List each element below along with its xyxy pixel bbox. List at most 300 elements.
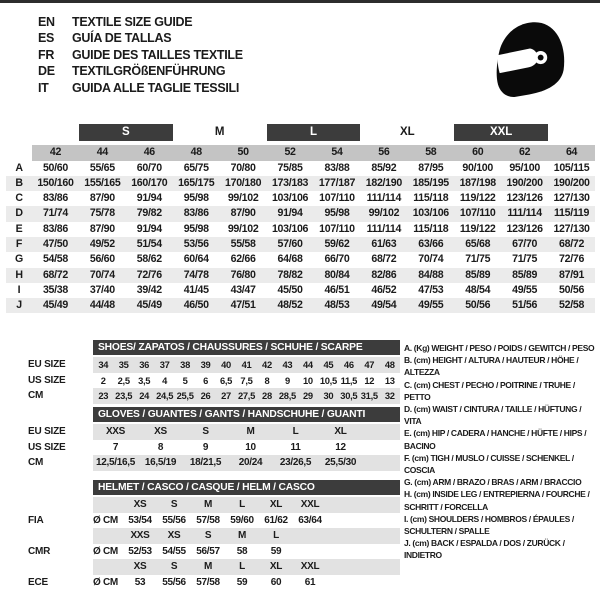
row-label: H (15, 268, 23, 281)
size-value: 34 (93, 357, 113, 373)
size-number: 60 (454, 145, 501, 161)
size-band-s: S (79, 124, 173, 141)
size-number: 64 (548, 145, 595, 161)
size-value: S (183, 424, 228, 440)
size-value: 56/57 (196, 545, 220, 557)
gloves-row-eu-size (28, 424, 400, 440)
size-value: 68/72 (371, 253, 397, 266)
size-value: 87/95 (418, 161, 444, 174)
size-value: 103/106 (271, 192, 309, 205)
guide-title: GUÍA DE TALLAS (72, 31, 172, 46)
language-code: EN (38, 15, 55, 29)
size-value: 24 (134, 388, 154, 404)
size-value: 8 (157, 441, 164, 453)
language-code: ES (38, 31, 55, 46)
helmet-value-row-fia (28, 513, 400, 529)
size-number: 42 (32, 145, 79, 161)
size-value: 4 (162, 374, 168, 386)
size-value: 57/58 (196, 576, 220, 588)
helmet-size-label: M (225, 528, 259, 544)
size-value: 95/98 (183, 192, 209, 205)
size-value: 190/200 (553, 176, 590, 189)
size-value: 6,5 (219, 374, 233, 386)
size-value: 35/38 (42, 283, 68, 296)
size-value: 51/54 (136, 237, 162, 250)
size-value: 59/60 (230, 514, 254, 526)
filler-cell (327, 513, 400, 529)
size-value: 75/85 (277, 161, 303, 174)
size-value: 25,5/30 (318, 455, 363, 471)
row-label: F (15, 237, 23, 250)
size-value: 95/98 (183, 222, 209, 235)
size-value: 42 (257, 357, 277, 373)
size-number: 54 (314, 145, 361, 161)
size-value: 111/114 (366, 192, 402, 205)
measurement-row-j (6, 298, 595, 313)
size-value: 48/54 (465, 283, 491, 296)
size-value: 68/72 (42, 268, 68, 281)
row-label: G (15, 253, 23, 266)
shoes-row-cm (28, 388, 400, 404)
size-value: 43 (277, 357, 297, 373)
size-value: 46 (339, 357, 359, 373)
size-value: 55/56 (162, 576, 186, 588)
standard-label: CMR (28, 545, 51, 557)
size-value: 20/24 (228, 455, 273, 471)
size-value: 59 (236, 576, 248, 588)
gloves-row-us-size (28, 440, 400, 456)
helmet-size-label: M (191, 497, 225, 513)
size-value: 11 (290, 441, 301, 453)
size-value: 13 (384, 374, 395, 386)
size-value: 95/98 (324, 207, 350, 220)
size-value: 9 (202, 441, 209, 453)
size-value: 87/90 (89, 222, 115, 235)
size-value: 68/72 (559, 237, 585, 250)
size-value: 165/175 (178, 176, 215, 189)
size-value: 46/51 (324, 283, 350, 296)
standard-label: ECE (28, 576, 48, 588)
size-value: 58/62 (136, 253, 162, 266)
size-value: 83/86 (183, 207, 209, 220)
helmet-size-label: XL (259, 559, 293, 575)
size-value: 49/54 (371, 299, 397, 312)
size-value: 36 (134, 357, 154, 373)
language-row-fr (38, 47, 243, 63)
size-value: 58 (236, 545, 248, 557)
size-value: 107/110 (319, 192, 355, 205)
helmet-table-title: HELMET / CASCO / CASQUE / HELM / CASCO (93, 480, 400, 495)
helmet-size-label: XXL (293, 559, 327, 575)
helmet-size-label: L (225, 559, 259, 575)
filler-cell (363, 455, 400, 471)
size-value: 48/52 (277, 299, 303, 312)
legend-item-i: I. (cm) SHOULDERS / HOMBROS / ÉPAULES / SCHULTERN / SPALLE (404, 513, 574, 537)
shoes-table (28, 340, 400, 404)
gloves-table (28, 407, 400, 471)
size-value: 87/90 (230, 207, 256, 220)
size-value: 61/63 (371, 237, 397, 250)
size-value: 190/200 (506, 176, 543, 189)
size-value: 79/82 (136, 207, 162, 220)
size-value: 170/180 (225, 176, 262, 189)
size-value: 111/114 (507, 207, 542, 220)
legend-item-d: D. (cm) WAIST / CINTURA / TAILLE / HÜFTUNG / VITA (404, 404, 582, 427)
helmet-size-label: S (157, 497, 191, 513)
size-band-row (6, 124, 595, 141)
size-band-m: M (214, 126, 225, 138)
row-label (28, 528, 93, 544)
size-value: 177/187 (318, 176, 356, 189)
shoes-row-us-size (28, 373, 400, 389)
helmet-size-label (293, 528, 327, 544)
textile-size-table (6, 124, 595, 313)
size-value: 127/130 (553, 222, 590, 235)
size-value: 2 (100, 374, 106, 386)
size-value: 90/100 (462, 161, 493, 174)
gloves-rows (28, 424, 400, 471)
size-value: 38 (175, 357, 195, 373)
helmet-size-label: XXL (293, 497, 327, 513)
size-value: 76/80 (230, 268, 256, 281)
size-value: 123/126 (506, 192, 543, 205)
size-value: 47/51 (230, 299, 256, 312)
size-value: 60 (270, 576, 282, 588)
size-value: 119/122 (459, 222, 496, 235)
shoes-rows (28, 357, 400, 404)
guide-title: TEXTILGRÖßENFÜHRUNG (72, 64, 226, 79)
size-value: 16,5/19 (138, 455, 183, 471)
size-value: 63/64 (298, 514, 322, 526)
size-value: 41/45 (183, 283, 209, 296)
size-value: 71/74 (42, 207, 68, 220)
size-value: 83/86 (42, 192, 68, 205)
size-value: 57/58 (196, 514, 220, 526)
size-value: 185/195 (412, 176, 449, 189)
language-code: IT (38, 80, 49, 95)
row-label: CM (28, 390, 44, 402)
measurement-row-d (6, 206, 595, 221)
legend-item-j: J. (cm) BACK / ESPALDA / DOS / ZURÜCK / INDIETRO (404, 538, 565, 561)
measurement-row-a (6, 161, 595, 176)
size-value: 10 (245, 441, 256, 453)
unit-spacer (93, 559, 123, 575)
size-band-xl: XL (399, 126, 415, 138)
size-value: 56/60 (89, 253, 115, 266)
size-value: 18/21,5 (183, 455, 228, 471)
row-label: CM (28, 457, 44, 469)
language-row-en (38, 14, 243, 30)
unit-spacer (93, 528, 123, 544)
size-number: 58 (407, 145, 454, 161)
size-value: 119/122 (459, 192, 496, 205)
size-value: 28,5 (277, 388, 297, 404)
legend-item-e: E. (cm) HIP / CADERA / HANCHE / HÜFTE / HIPS / BACINO (404, 428, 587, 451)
size-value: 63/66 (418, 237, 444, 250)
size-value: 48/53 (324, 299, 350, 312)
size-value: 115/119 (554, 207, 590, 220)
size-value: 182/190 (365, 176, 402, 189)
size-value: 6 (203, 374, 209, 386)
size-value: XXS (93, 424, 138, 440)
size-value: 23/26,5 (273, 455, 318, 471)
size-value: 107/110 (459, 207, 496, 220)
size-value: 43/47 (230, 283, 256, 296)
gloves-table-title: GLOVES / GUANTES / GANTS / HANDSCHUHE / GUANTI (93, 407, 400, 422)
size-value: 85/89 (465, 268, 491, 281)
measurement-row-c (6, 191, 595, 206)
filler-cell (363, 440, 400, 456)
size-value: 67/70 (512, 237, 538, 250)
measurement-row-b (6, 176, 595, 191)
size-value: 24,5 (154, 388, 174, 404)
size-value: 49/52 (89, 237, 115, 250)
size-value: 127/130 (553, 192, 590, 205)
size-value: 46/52 (371, 283, 397, 296)
size-value: 55/56 (162, 514, 186, 526)
measurement-legend (404, 342, 598, 562)
measurement-row-g (6, 252, 595, 267)
size-value: 28 (257, 388, 277, 404)
size-value: 150/160 (37, 176, 74, 189)
filler-cell (363, 424, 400, 440)
size-value: 75/78 (89, 207, 115, 220)
corner-cell (6, 124, 32, 141)
row-label: EU SIZE (28, 359, 66, 370)
size-value: 74/78 (183, 268, 209, 281)
shoes-row-eu-size (28, 357, 400, 373)
helmet-size-row-fia (28, 497, 400, 513)
size-value: 82/86 (371, 268, 397, 281)
measurement-row-h (6, 268, 595, 283)
size-value: 29 (298, 388, 318, 404)
helmet-size-label: S (191, 528, 225, 544)
size-value: 59/62 (324, 237, 350, 250)
legend-item-c: C. (cm) CHEST / PECHO / POITRINE / TRUHE / PETTO (404, 379, 575, 402)
size-value: 45 (318, 357, 338, 373)
size-value: 44 (298, 357, 318, 373)
unit-spacer (93, 497, 123, 513)
size-value: 50/56 (559, 283, 585, 296)
size-value: 49/55 (418, 299, 444, 312)
standard-label: FIA (28, 514, 44, 526)
helmet-logo-icon (489, 16, 571, 104)
size-value: 5 (182, 374, 188, 386)
size-value: 39 (195, 357, 215, 373)
size-value: 55/58 (230, 237, 256, 250)
size-value: 71/75 (465, 253, 491, 266)
size-value: 80/84 (324, 268, 350, 281)
language-code: DE (38, 64, 55, 79)
size-value: 52/53 (128, 545, 152, 557)
size-value: 187/198 (459, 176, 496, 189)
legend-item-g: G. (cm) ARM / BRAZO / BRAS / ARM / BRACCIO (404, 477, 582, 488)
helmet-size-label: S (157, 559, 191, 575)
size-value: 49/55 (512, 283, 538, 296)
corner-cell (6, 145, 32, 161)
measurement-row-f (6, 237, 595, 252)
size-value: 173/183 (271, 176, 309, 189)
size-value: 61/62 (264, 514, 288, 526)
size-value: 44/48 (89, 299, 115, 312)
size-value: 155/165 (84, 176, 121, 189)
row-label: B (15, 176, 23, 189)
size-value: 66/70 (324, 253, 350, 266)
guide-title: GUIDE DES TAILLES TEXTILE (72, 47, 243, 62)
size-value: 30,5 (339, 388, 359, 404)
language-row-it (38, 80, 243, 96)
size-value: 59 (270, 545, 282, 557)
helmet-table (28, 480, 400, 591)
size-value: 27,5 (236, 388, 256, 404)
size-value: 91/94 (136, 222, 162, 235)
size-value: 123/126 (506, 222, 543, 235)
size-value: 3,5 (138, 374, 151, 386)
size-value: 84/88 (418, 268, 444, 281)
size-number: 56 (360, 145, 407, 161)
helmet-size-row-cmr (28, 528, 400, 544)
size-value: 103/106 (271, 222, 309, 235)
legend-item-f: F. (cm) TIGH / MUSLO / CUISSE / SCHENKEL / COSCIA (404, 452, 574, 476)
size-value: 25,5 (175, 388, 195, 404)
size-value: 8 (264, 374, 270, 386)
helmet-size-label: XS (157, 528, 191, 544)
size-value: 2,5 (117, 374, 130, 386)
row-label: E (15, 222, 23, 235)
size-value: 47/50 (42, 237, 68, 250)
size-value: 83/88 (324, 161, 350, 174)
size-value: 78/82 (277, 268, 303, 281)
size-value: 160/170 (131, 176, 168, 189)
size-value: 99/102 (368, 207, 400, 220)
size-value: 9 (284, 374, 290, 386)
row-label: I (17, 283, 21, 296)
size-value: 115/118 (413, 222, 449, 235)
filler-cell (327, 544, 400, 560)
size-value: 72/76 (136, 268, 162, 281)
row-label: J (16, 299, 22, 312)
shoes-table-title: SHOES/ ZAPATOS / CHAUSSURES / SCHUHE / SCARPE (93, 340, 400, 355)
size-value: 64/68 (277, 253, 303, 266)
size-value: XL (318, 424, 363, 440)
helmet-size-row-ece (28, 559, 400, 575)
size-value: 60/64 (183, 253, 209, 266)
helmet-size-label: XXS (123, 528, 157, 544)
size-band-xxl: XXL (454, 124, 548, 141)
size-value: 26 (195, 388, 215, 404)
size-value: 52/58 (559, 299, 585, 312)
helmet-value-row-ece (28, 575, 400, 591)
size-value: 31,5 (359, 388, 379, 404)
size-value: 71/75 (512, 253, 538, 266)
row-label: C (15, 192, 23, 205)
row-label (28, 559, 93, 575)
row-label: D (15, 207, 23, 220)
size-value: 39/42 (136, 283, 162, 296)
helmet-size-label: XS (123, 559, 157, 575)
helmet-rows (28, 497, 400, 591)
helmet-size-label: L (259, 528, 293, 544)
filler-cell (327, 575, 400, 591)
language-row-de (38, 63, 243, 79)
measurement-row-i (6, 283, 595, 298)
size-number: 52 (267, 145, 314, 161)
legend-item-a: A. (Kg) WEIGHT / PESO / POIDS / GEWITCH / PESO (404, 343, 595, 353)
size-value: 95/100 (509, 161, 540, 174)
language-title-list (38, 14, 243, 96)
size-value: 10 (302, 374, 313, 386)
size-value: 111/114 (366, 222, 402, 235)
size-value: 37/40 (89, 283, 115, 296)
row-label: EU SIZE (28, 426, 66, 437)
size-value: 47 (359, 357, 379, 373)
size-value: 50/56 (465, 299, 491, 312)
helmet-size-label: XS (123, 497, 157, 513)
size-value: 57/60 (277, 237, 303, 250)
size-value: 53 (134, 576, 146, 588)
size-value: 30 (318, 388, 338, 404)
size-value: 37 (154, 357, 174, 373)
size-value: 55/65 (89, 161, 115, 174)
legend-item-h: H. (cm) INSIDE LEG / ENTREPIERNA / FOURCHE / SCHRITT / FORCELLA (404, 489, 590, 512)
size-value: 53/54 (128, 514, 152, 526)
filler-cell (327, 559, 400, 575)
language-row-es (38, 30, 243, 46)
size-value: 85/89 (512, 268, 538, 281)
size-value: 50/60 (42, 161, 68, 174)
size-value: 61 (304, 576, 316, 588)
size-value: 12,5/16,5 (93, 455, 138, 471)
size-value: 72/76 (559, 253, 585, 266)
size-value: 12 (364, 374, 375, 386)
size-number-row (6, 145, 595, 161)
size-value: 53/56 (183, 237, 209, 250)
size-value: 99/102 (227, 222, 259, 235)
language-code: FR (38, 47, 55, 62)
size-value: 107/110 (319, 222, 355, 235)
size-value: 23,5 (113, 388, 133, 404)
size-value: 47/53 (418, 283, 444, 296)
size-number: 48 (173, 145, 220, 161)
size-value: 35 (113, 357, 133, 373)
size-value: 45/50 (277, 283, 303, 296)
size-value: 70/74 (418, 253, 444, 266)
size-value: 51/56 (512, 299, 538, 312)
size-value: M (228, 424, 273, 440)
size-value: 27 (216, 388, 236, 404)
size-value: 60/70 (136, 161, 162, 174)
measurement-row-e (6, 222, 595, 237)
size-band-empty (32, 124, 79, 141)
diameter-unit-label: Ø CM (93, 576, 118, 588)
size-value: 105/115 (553, 161, 590, 174)
legend-item-b: B. (cm) HEIGHT / ALTURA / HAUTEUR / HÖHE / ALTEZZA (404, 355, 579, 378)
size-value: L (273, 424, 318, 440)
size-value: 45/49 (136, 299, 162, 312)
size-value: 65/75 (183, 161, 209, 174)
size-value: 91/94 (136, 192, 162, 205)
helmet-size-label: L (225, 497, 259, 513)
size-value: XS (138, 424, 183, 440)
guide-title: GUIDA ALLE TAGLIE TESSILI (72, 80, 240, 95)
size-number: 44 (79, 145, 126, 161)
filler-cell (327, 528, 400, 544)
size-number: 50 (220, 145, 267, 161)
helmet-size-label: XL (259, 497, 293, 513)
size-value: 40 (216, 357, 236, 373)
row-label (28, 497, 93, 513)
gloves-row-cm (28, 455, 400, 471)
